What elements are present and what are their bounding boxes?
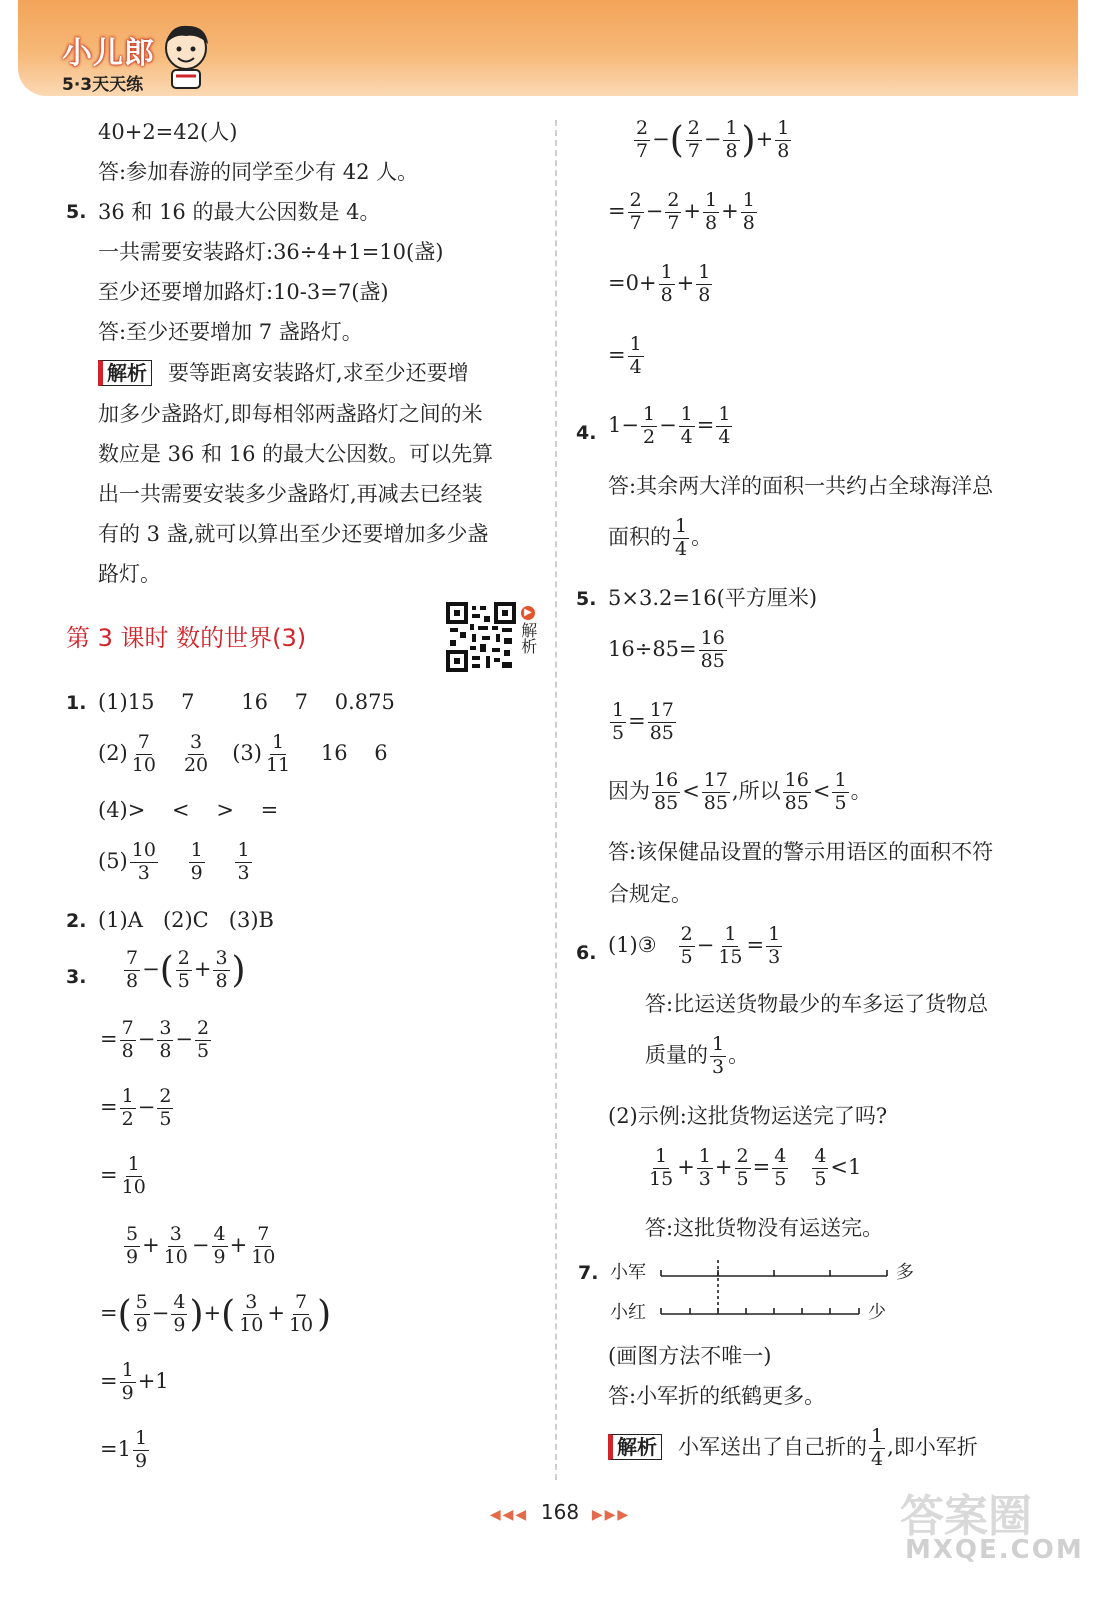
item-label: (1)③ (608, 932, 657, 957)
label-xiaohong: 小红 (610, 1302, 646, 1323)
analysis-text: 要等距离安装路灯,求至少还要增 (168, 361, 469, 385)
question-number: 4. (576, 422, 597, 444)
math-line: = $\frac{2}{7}$ − $\frac{2}{7}$ + $\frac{1}{8}$ + $\frac{1}{8}$ (608, 189, 755, 234)
math-line: 面积的 $\frac{1}{4}$ 。 (608, 515, 713, 560)
page-number-text: 168 (540, 1500, 580, 1524)
segment-diagram (655, 1258, 895, 1318)
text-line: 答:至少还要增加 7 盏路灯。 (98, 320, 363, 344)
label-more: 多 (896, 1262, 914, 1283)
item-label: (5) (98, 848, 128, 873)
math-line: =( $\frac{5}{9}$ − $\frac{4}{9}$ )+( $\frac{3}{10}$ + $\frac{7}{10}$ ) (100, 1291, 332, 1336)
analysis-text: 路灯。 (98, 562, 161, 586)
text-line: 答:比运送货物最少的车多运了货物总 (645, 992, 989, 1016)
item-label: (2) (98, 740, 128, 765)
text-line: 至少还要增加路灯:10-3=7(盏) (98, 280, 389, 304)
math-line: (1)③ $\frac{2}{5}$ − $\frac{1}{15}$ = $\frac{1}{3}$ (608, 923, 781, 968)
text: 面积的 (608, 524, 671, 549)
question-number: 7. (578, 1262, 599, 1284)
math-line: $\frac{5}{9}$ + $\frac{3}{10}$ − $\frac{4}{9}$ + $\frac{7}{10}$ (126, 1223, 276, 1268)
analysis-para-line (98, 360, 469, 386)
math-line: =1 $\frac{1}{9}$ (100, 1427, 148, 1472)
item-label: (3) (232, 740, 262, 765)
watermark-logo: 答案圈 (900, 1491, 1032, 1542)
math-line: $\frac{1}{15}$ + $\frac{1}{3}$ + $\frac{2}{5}$ = $\frac{4}{5}$ $\frac{4}{5}$ <1 (649, 1145, 862, 1190)
question-number: 2. (66, 910, 87, 932)
next-arrows-icon: ▶▶▶ (591, 1507, 631, 1523)
analysis-tag: 解析 (608, 1434, 662, 1460)
math-line: $\frac{2}{7}$ −( $\frac{2}{7}$ − $\frac{1}{8}$ )+ $\frac{1}{8}$ (636, 117, 790, 162)
brand-series: 5·3天天练 (62, 75, 144, 95)
qr-code-icon[interactable] (446, 602, 516, 672)
prev-arrows-icon: ◀◀◀ (489, 1507, 529, 1523)
text-line: 一共需要安装路灯:36÷4+1=10(盏) (98, 240, 444, 264)
label-xiaojun: 小军 (610, 1262, 646, 1283)
text-line: 答:小军折的纸鹤更多。 (608, 1384, 826, 1408)
math-line: = $\frac{1}{2}$ − $\frac{2}{5}$ (100, 1085, 172, 1130)
watermark-url: MXQE.COM (905, 1535, 1084, 1565)
page-number (470, 1500, 650, 1524)
math-line: $\frac{7}{8}$ −( $\frac{2}{5}$ + $\frac{3}{8}$ ) (126, 947, 246, 992)
analysis-text: 加多少盏路灯,即每相邻两盏路灯之间的米 (98, 402, 483, 426)
math-line: 质量的 $\frac{1}{3}$ 。 (645, 1033, 750, 1078)
analysis-text: 出一共需要安装多少盏路灯,再减去已经装 (98, 482, 483, 506)
math-line: (5) $\frac{10}{3}$ $\frac{1}{9}$ $\frac{1}{3}$ (98, 839, 250, 884)
qr-analysis-label (518, 606, 538, 658)
analysis-tag: 解析 (98, 360, 152, 386)
text-line: (1)15 7 16 7 0.875 (98, 690, 395, 714)
math-line: = $\frac{1}{9}$ +1 (100, 1359, 169, 1404)
math-line: = $\frac{1}{4}$ (608, 333, 642, 378)
column-divider (555, 120, 557, 1480)
math-line: = $\frac{1}{10}$ (100, 1153, 146, 1198)
question-number: 3. (66, 966, 87, 988)
math-line: 16÷85= $\frac{16}{85}$ (608, 627, 725, 672)
text-line: (1)A (2)C (3)B (98, 908, 274, 932)
mascot-icon (158, 22, 214, 90)
text-line: 答:其余两大洋的面积一共约占全球海洋总 (608, 474, 994, 498)
fraction: $\frac{7}{10}$ (131, 731, 156, 776)
label-less: 少 (868, 1302, 886, 1323)
question-number: 5. (66, 201, 87, 223)
math-line: =0+ $\frac{1}{8}$ + $\frac{1}{8}$ (608, 261, 711, 306)
text-line: 36 和 16 的最大公因数是 4。 (98, 200, 381, 224)
lesson-title: 第 3 课时 数的世界(3) (66, 624, 307, 652)
text-line: 答:这批货物没有运送完。 (645, 1216, 884, 1240)
text: 质量的 (645, 1042, 708, 1067)
text: ,所以 (731, 778, 781, 803)
math-line: = $\frac{7}{8}$ − $\frac{3}{8}$ − $\frac{2}{5}$ (100, 1017, 210, 1062)
text-line: 合规定。 (608, 882, 692, 906)
qr-label-text: 解析 (518, 622, 538, 654)
question-number: 5. (576, 588, 597, 610)
analysis-para-line: 解析 小军送出了自己折的 $\frac{1}{4}$ ,即小军折 (608, 1426, 978, 1471)
math-line: 1− $\frac{1}{2}$ − $\frac{1}{4}$ = $\frac{1}{4}$ (608, 403, 731, 448)
fraction: $\frac{3}{20}$ (183, 731, 209, 776)
text-line: 答:该保健品设置的警示用语区的面积不符 (608, 840, 994, 864)
analysis-text: 有的 3 盏,就可以算出至少还要增加多少盏 (98, 522, 489, 546)
brand-name: 小儿郎 (62, 36, 155, 71)
text: 因为 (608, 778, 650, 803)
brand-logo (62, 28, 155, 95)
text-line: (4)> < > = (98, 798, 279, 822)
math-line (98, 732, 388, 777)
text: 16 6 (320, 740, 388, 765)
text-line: 5×3.2=16(平方厘米) (608, 586, 818, 610)
text-line: (2)示例:这批货物运送完了吗? (608, 1104, 888, 1128)
text-line: (画图方法不唯一) (608, 1344, 772, 1368)
analysis-text: 数应是 36 和 16 的最大公因数。可以先算 (98, 442, 494, 466)
analysis-text: ,即小军折 (887, 1434, 978, 1459)
math-line: 因为 $\frac{16}{85}$ < $\frac{17}{85}$ ,所以 $\frac{16}{85}$ < $\frac{1}{5}$ 。 (608, 769, 872, 814)
play-icon: ▶ (521, 606, 535, 620)
math-line: $\frac{1}{5}$ = $\frac{17}{85}$ (612, 699, 674, 744)
question-number: 1. (66, 692, 87, 714)
text-line: 答:参加春游的同学至少有 42 人。 (98, 160, 419, 184)
text-line: 40+2=42(人) (98, 120, 238, 144)
question-number: 6. (576, 942, 597, 964)
analysis-text: 小军送出了自己折的 (678, 1434, 867, 1459)
fraction: $\frac{1}{11}$ (265, 731, 291, 776)
